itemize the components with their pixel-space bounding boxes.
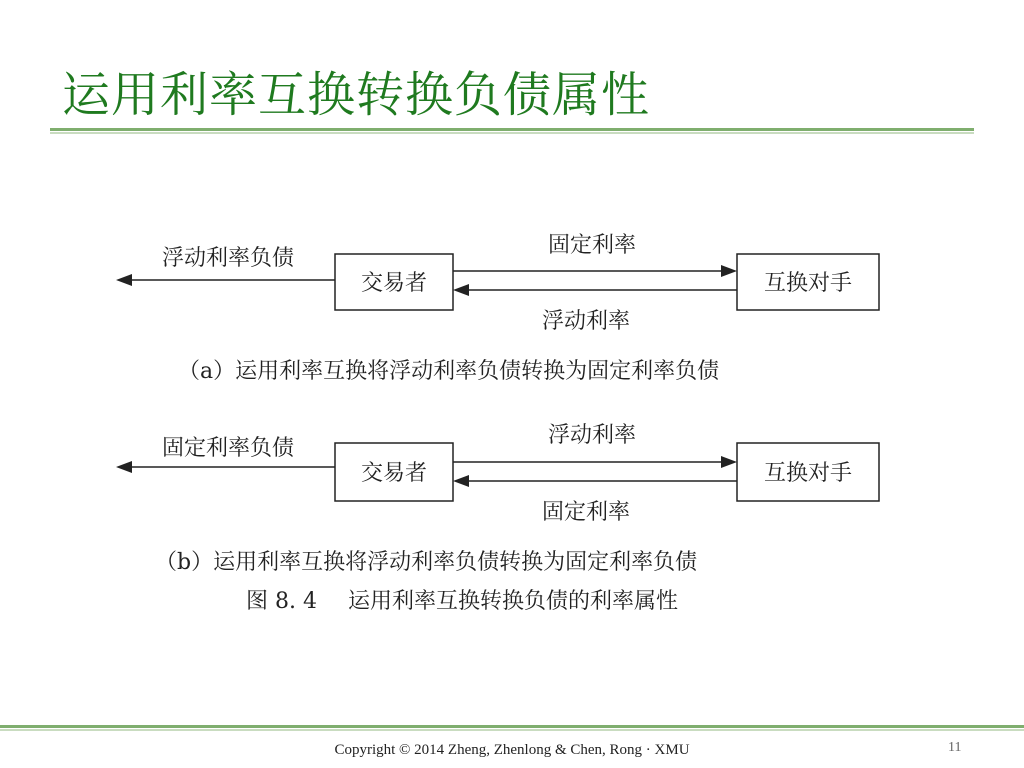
footer-divider	[0, 725, 1024, 728]
panel-b-top-arrowhead	[721, 456, 737, 468]
figure-title: 运用利率互换转换负债的利率属性	[348, 589, 679, 614]
panel-b-trader-label: 交易者	[360, 461, 428, 486]
panel-b-left-label: 固定利率负债	[162, 436, 295, 461]
panel-a-bottom-arrowhead	[453, 284, 469, 296]
panel-a-trader-label: 交易者	[360, 271, 428, 296]
footer-divider-shadow	[0, 729, 1024, 731]
panel-a-caption: （a）运用利率互换将浮动利率负债转换为固定利率负债	[178, 359, 720, 384]
page-number: 11	[948, 740, 962, 755]
panel-b-counterparty-label: 互换对手	[763, 461, 853, 486]
panel-a-bottom-label: 浮动利率	[542, 309, 631, 334]
panel-a-counterparty-label: 互换对手	[763, 271, 853, 296]
panel-b-liability-arrowhead	[116, 461, 132, 473]
figure-number: 图 8. 4	[246, 589, 317, 614]
panel-a-top-label: 固定利率	[548, 233, 637, 258]
panel-b-bottom-arrowhead	[453, 475, 469, 487]
panel-b-caption: （b）运用利率互换将浮动利率负债转换为固定利率负债	[155, 550, 698, 575]
panel-a-left-label: 浮动利率负债	[162, 246, 295, 271]
panel-a-liability-arrowhead	[116, 274, 132, 286]
panel-a	[116, 233, 879, 384]
panel-b-bottom-label: 固定利率	[542, 500, 631, 525]
copyright-footer: Copyright © 2014 Zheng, Zhenlong & Chen, Rong · XMU	[334, 742, 690, 758]
panel-b-top-label: 浮动利率	[548, 423, 637, 448]
panel-a-top-arrowhead	[721, 265, 737, 277]
panel-b	[116, 423, 879, 575]
slide-title: 运用利率互换转换负债属性	[62, 67, 651, 123]
